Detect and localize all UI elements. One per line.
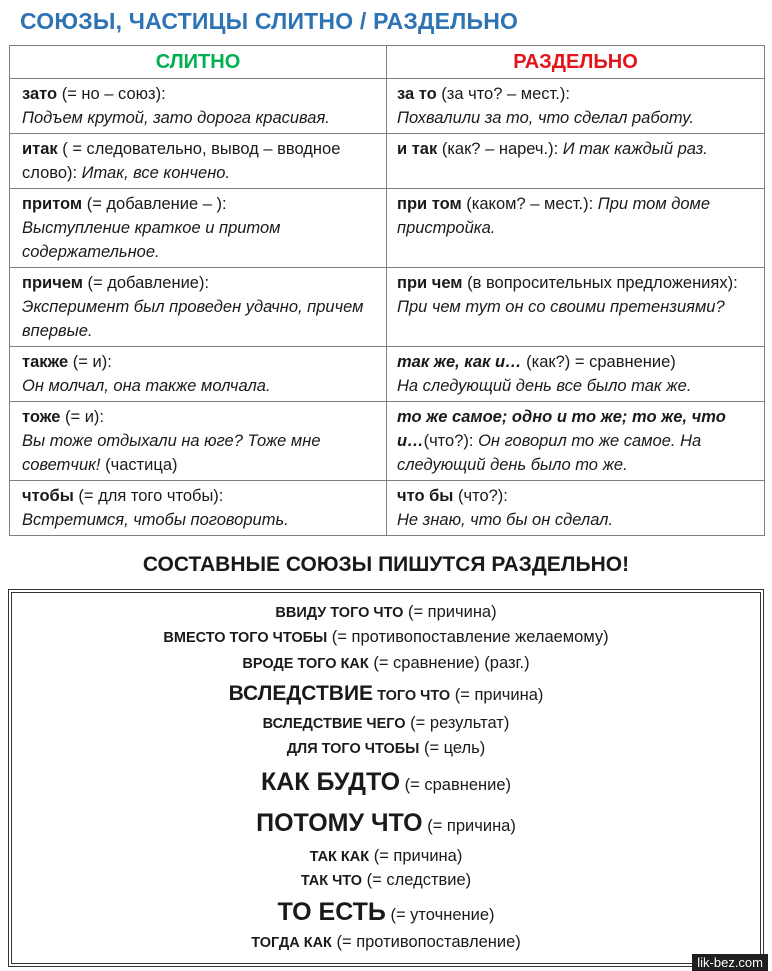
conjunction: ВРОДЕ ТОГО КАК xyxy=(242,656,369,672)
conjunction: ТОГДА КАК xyxy=(251,935,332,951)
rule-example: Он молчал, она также молчала. xyxy=(22,377,271,395)
meaning: (= сравнение) (разг.) xyxy=(368,654,530,672)
rule-note: (= для того чтобы): xyxy=(73,487,224,505)
compound-item xyxy=(12,714,760,733)
conjunction: КАК БУДТО xyxy=(260,768,401,796)
rule-note: (каком? – мест.): xyxy=(461,195,598,213)
rule-example: Встретимся, чтобы поговорить. xyxy=(22,511,289,529)
cell-separate xyxy=(387,268,765,347)
rule-note: (как?) = сравнение) xyxy=(521,353,676,371)
rule-word: то же самое; одно и то же; то же, что и… xyxy=(397,408,726,450)
meaning: (= противопоставление желаемому) xyxy=(327,628,609,646)
header-separate: РАЗДЕЛЬНО xyxy=(387,46,765,79)
meaning: (= причина) xyxy=(422,817,516,835)
site-watermark: lik-bez.com xyxy=(692,954,768,971)
table-row xyxy=(10,268,765,347)
meaning: (= следствие) xyxy=(362,871,472,889)
rule-word: за то xyxy=(397,85,437,103)
rule-note: (как? – нареч.): xyxy=(437,140,563,158)
rule-word: чтобы xyxy=(22,487,74,505)
table-row xyxy=(10,189,765,268)
rule-example: На следующий день все было так же. xyxy=(397,377,692,395)
conjunction: ТАК ЧТО xyxy=(300,873,363,889)
table-header-row xyxy=(10,46,765,79)
conjunction: ВСЛЕДСТВИЕ ЧЕГО xyxy=(262,716,406,732)
compound-item xyxy=(12,739,760,758)
rule-note: (= и): xyxy=(68,353,112,371)
compound-item xyxy=(12,847,760,866)
compound-item xyxy=(12,898,760,927)
header-together: СЛИТНО xyxy=(10,46,387,79)
rule-note: (в вопросительных предложениях): xyxy=(462,274,738,292)
rule-example: Подъем крутой, зато дорога красивая. xyxy=(22,109,330,127)
rule-note: (= добавление – ): xyxy=(82,195,227,213)
cell-together xyxy=(10,79,387,134)
compound-item xyxy=(12,871,760,890)
rule-word: и так xyxy=(397,140,438,158)
rule-word: что бы xyxy=(397,487,454,505)
rule-word: итак xyxy=(22,140,58,158)
compound-item xyxy=(12,682,760,706)
meaning: (= уточнение) xyxy=(385,906,495,924)
table-row xyxy=(10,79,765,134)
rule-note: (что?): xyxy=(453,487,508,505)
rule-example: Он говорил то же самое. На следующий день было то же. xyxy=(397,432,702,474)
cell-separate xyxy=(387,79,765,134)
rule-example: Итак, все кончено. xyxy=(81,164,231,182)
meaning: (= результат) xyxy=(405,714,510,732)
compound-conjunctions-box xyxy=(8,589,764,967)
cell-separate xyxy=(387,402,765,481)
cell-together xyxy=(10,268,387,347)
conjunction: ТАК КАК xyxy=(309,849,370,865)
rule-example: Вы тоже отдыхали на юге? Тоже мне советчик! xyxy=(22,432,321,474)
cell-separate xyxy=(387,481,765,536)
compound-conjunctions-title: СОСТАВНЫЕ СОЮЗЫ ПИШУТСЯ РАЗДЕЛЬНО! xyxy=(142,553,630,576)
cell-together xyxy=(10,347,387,402)
rule-word: зато xyxy=(22,85,58,103)
page-title: СОЮЗЫ, ЧАСТИЦЫ СЛИТНО / РАЗДЕЛЬНО xyxy=(20,8,519,34)
spelling-rules-table xyxy=(9,45,765,536)
cell-separate xyxy=(387,134,765,189)
cell-together xyxy=(10,402,387,481)
meaning: (= противопоставление) xyxy=(331,933,521,951)
meaning: (= сравнение) xyxy=(400,776,512,794)
rule-example: И так каждый раз. xyxy=(562,140,708,158)
cell-together xyxy=(10,189,387,268)
rule-word: так же, как и… xyxy=(397,353,522,371)
rule-word: при том xyxy=(397,195,462,213)
compound-item xyxy=(12,628,760,647)
cell-separate xyxy=(387,189,765,268)
meaning: (= цель) xyxy=(419,739,486,757)
table-row xyxy=(10,481,765,536)
compound-item xyxy=(12,768,760,797)
rule-word: при чем xyxy=(397,274,463,292)
cell-together xyxy=(10,134,387,189)
cell-separate xyxy=(387,347,765,402)
conjunction: ДЛЯ ТОГО ЧТОБЫ xyxy=(286,741,420,757)
rule-word: тоже xyxy=(22,408,61,426)
rule-example: Похвалили за то, что сделал работу. xyxy=(397,109,694,127)
rule-example: Выступление краткое и притом содержательное. xyxy=(22,219,281,261)
rule-example: При том доме пристройка. xyxy=(397,195,711,237)
meaning: (= причина) xyxy=(450,686,544,704)
rule-example: При чем тут он со своими претензиями? xyxy=(397,298,725,316)
cell-together xyxy=(10,481,387,536)
table-row xyxy=(10,402,765,481)
meaning: (= причина) xyxy=(369,847,463,865)
conjunction: ТО ЕСТЬ xyxy=(277,898,386,926)
rule-example: Эксперимент был проведен удачно, причем впервые. xyxy=(22,298,364,340)
rule-note: (что?): xyxy=(423,432,479,450)
rule-note: (= и): xyxy=(60,408,104,426)
rule-note: (= добавление): xyxy=(82,274,210,292)
table-row xyxy=(10,347,765,402)
conjunction: ВСЛЕДСТВИЕ xyxy=(228,682,374,705)
rule-word: также xyxy=(22,353,69,371)
rule-word: притом xyxy=(22,195,83,213)
rule-note: (= но – союз): xyxy=(57,85,166,103)
rule-tail: (частица) xyxy=(100,456,178,474)
conjunction-tail: ТОГО ЧТО xyxy=(373,688,451,704)
table-row xyxy=(10,134,765,189)
compound-item xyxy=(12,933,760,952)
conjunction: ПОТОМУ ЧТО xyxy=(256,809,423,837)
rule-example: Не знаю, что бы он сделал. xyxy=(397,511,614,529)
compound-item xyxy=(12,809,760,838)
rule-note: ( = следовательно, вывод – вводное слово): xyxy=(22,140,341,182)
rule-note: (за что? – мест.): xyxy=(436,85,570,103)
conjunction: ВМЕСТО ТОГО ЧТОБЫ xyxy=(163,630,328,646)
rule-word: причем xyxy=(22,274,83,292)
compound-item xyxy=(12,603,760,622)
compound-item xyxy=(12,654,760,673)
conjunction: ВВИДУ ТОГО ЧТО xyxy=(275,605,404,621)
meaning: (= причина) xyxy=(403,603,497,621)
